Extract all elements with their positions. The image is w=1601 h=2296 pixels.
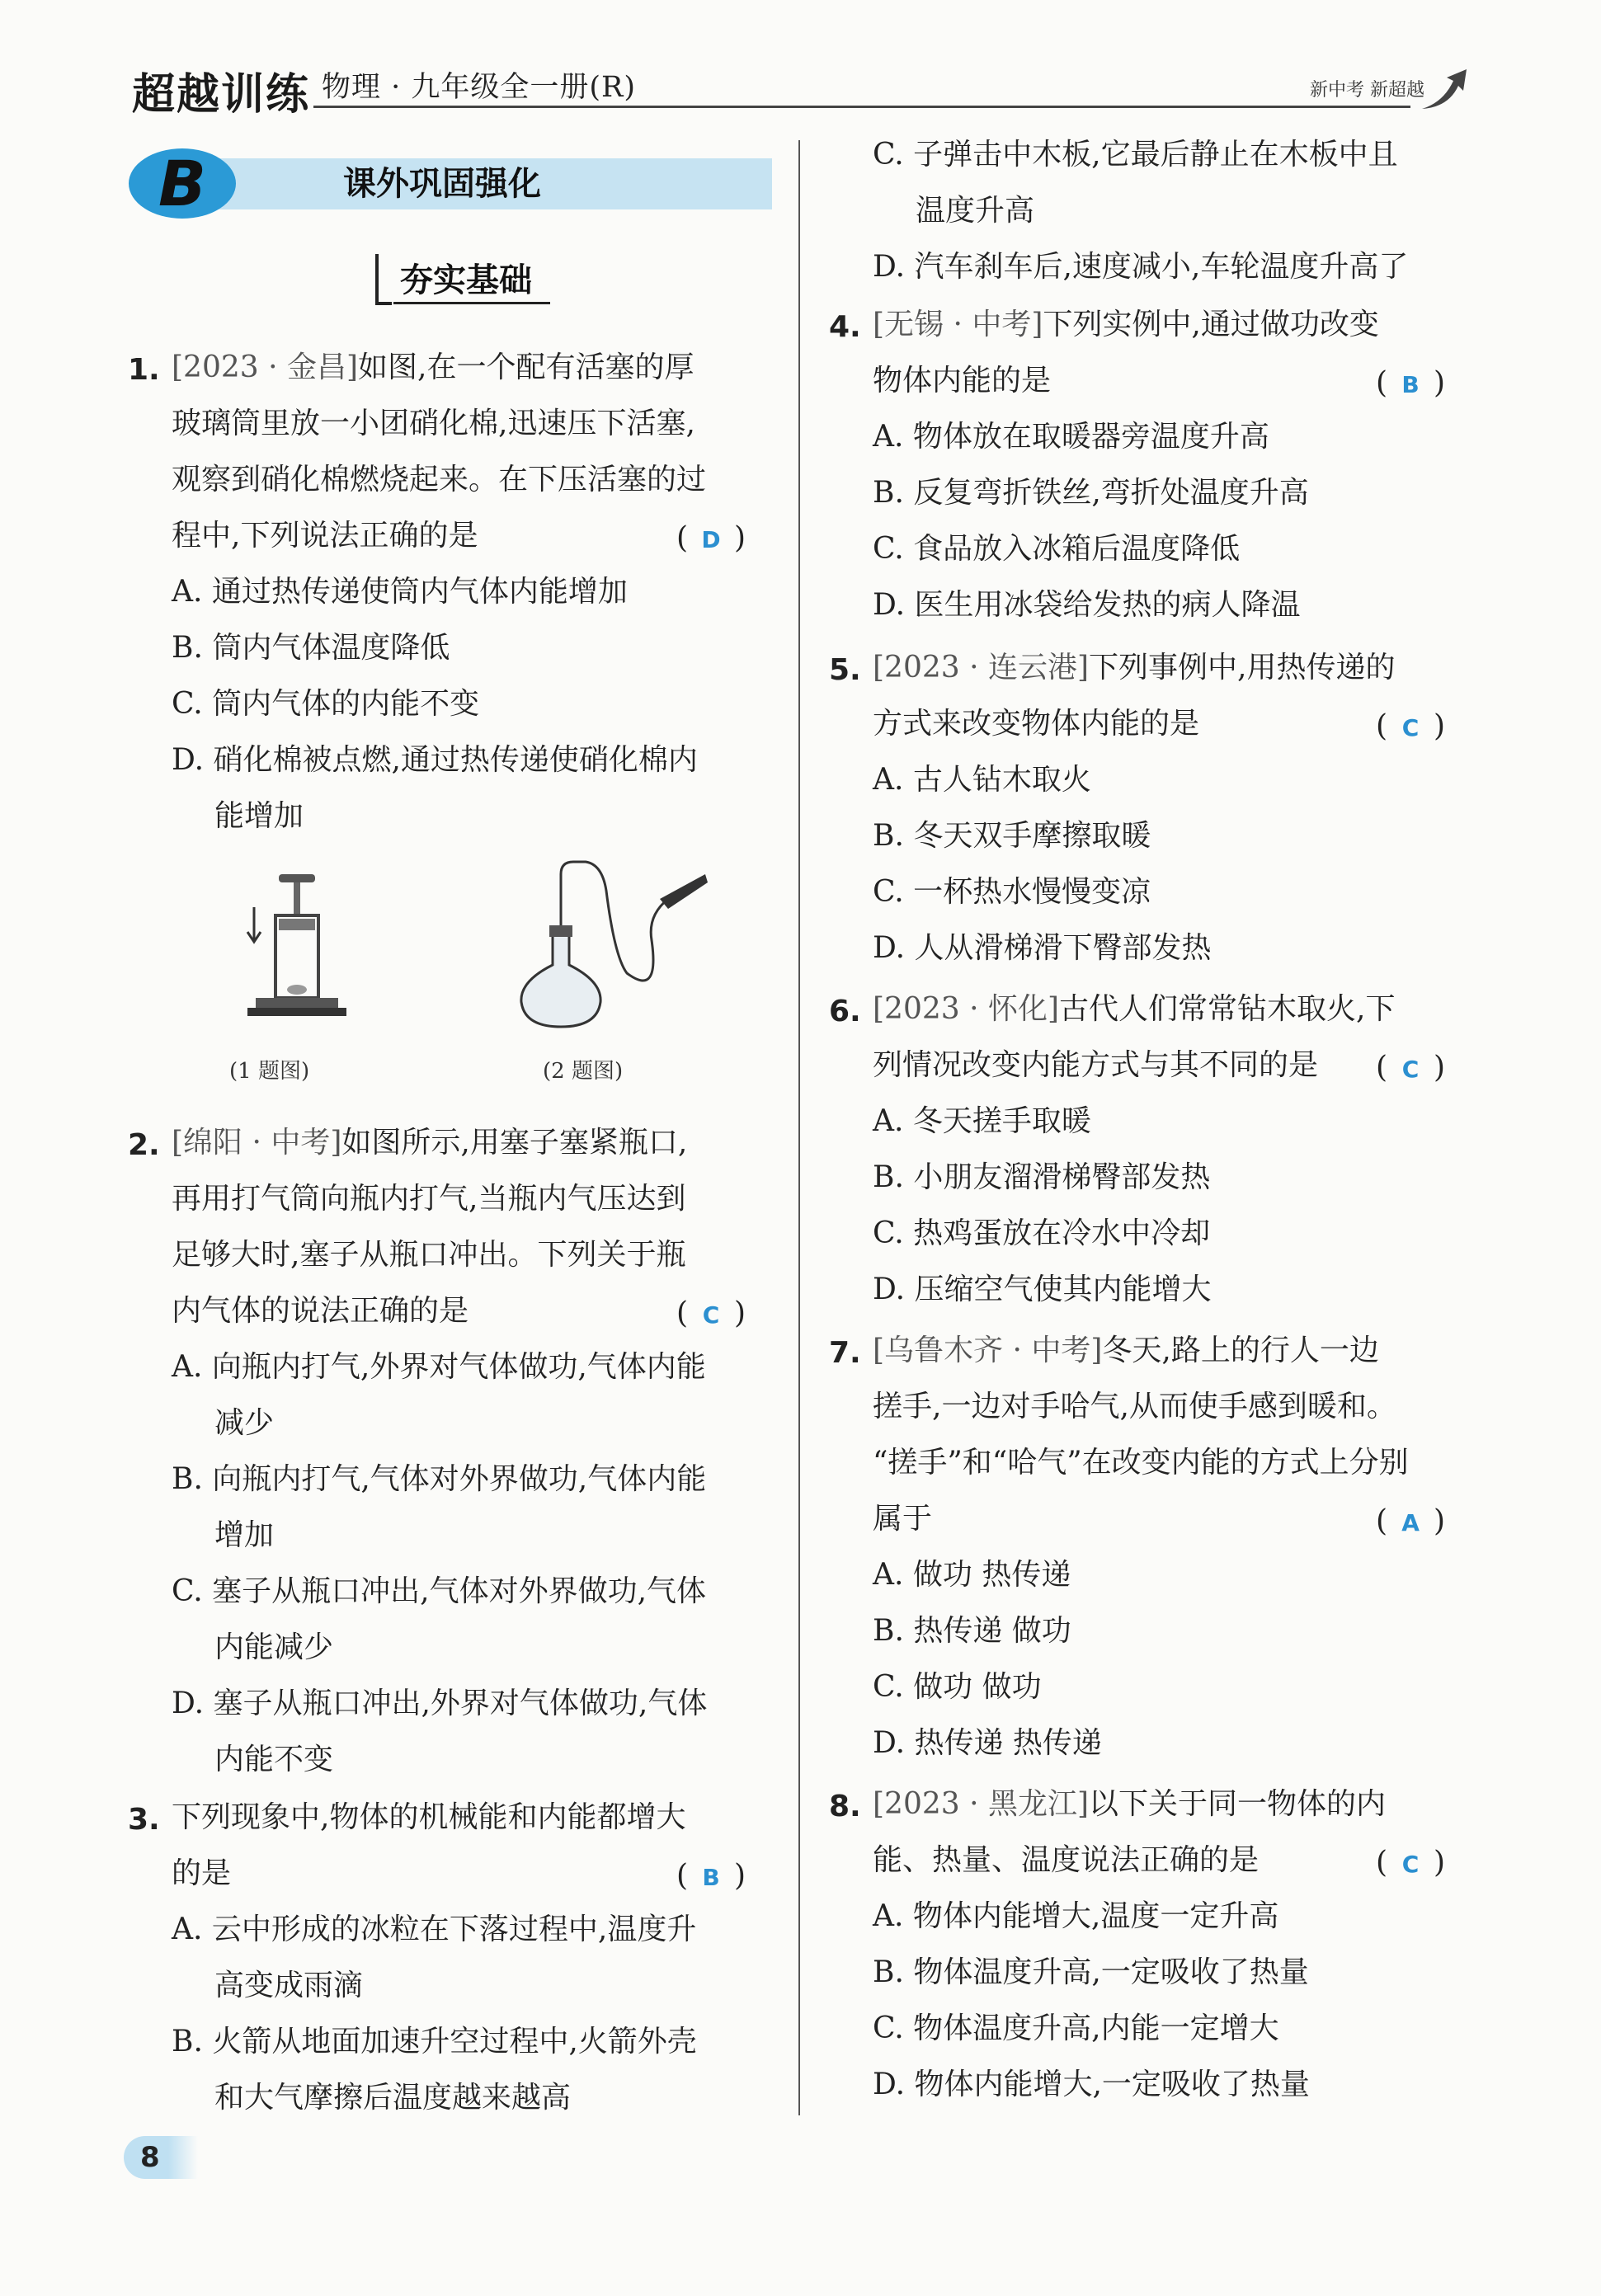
option: D. 物体内能增大,一定吸收了热量 [873, 2068, 1310, 2101]
question-number: 8. [829, 1790, 861, 1823]
question-source: [2023 · 怀化] [873, 992, 1060, 1026]
question-number: 5. [829, 653, 861, 687]
answer-blank: ( D ) [676, 521, 746, 555]
question-source: [无锡 · 中考] [873, 308, 1043, 341]
question-stem-line: 物体内能的是 [873, 364, 1052, 398]
option: B. 火箭从地面加速升空过程中,火箭外壳 [172, 2025, 697, 2058]
answer-value: B [702, 1864, 720, 1891]
question-stem-line: 能、热量、温度说法正确的是 [873, 1843, 1260, 1877]
question-stem-line: [2023 · 怀化]古代人们常常钻木取火,下 [873, 992, 1396, 1026]
question-stem-line: [2023 · 金昌]如图,在一个配有活塞的厚 [172, 351, 695, 384]
question-stem-line: 内气体的说法正确的是 [172, 1294, 469, 1328]
answer-blank: ( A ) [1376, 1504, 1446, 1538]
question-stem-line: 属于 [873, 1502, 933, 1536]
question-stem-line: 下列现象中,物体的机械能和内能都增大 [172, 1800, 686, 1834]
question-stem-line: [乌鲁木齐 · 中考]冬天,路上的行人一边 [873, 1334, 1379, 1367]
option: D. 汽车刹车后,速度减小,车轮温度升高了 [873, 250, 1409, 284]
answer-blank: ( B ) [676, 1859, 746, 1893]
question-source: [2023 · 金昌] [172, 351, 359, 384]
answer-value: C [702, 1301, 720, 1329]
option: 和大气摩擦后温度越来越高 [214, 2081, 572, 2115]
option: B. 热传递 做功 [873, 1614, 1071, 1648]
option: C. 一杯热水慢慢变凉 [873, 875, 1151, 909]
heading-underline [393, 302, 550, 304]
option: A. 向瓶内打气,外界对气体做功,气体内能 [172, 1350, 706, 1384]
page-number-badge [124, 2136, 198, 2179]
answer-value: C [1401, 714, 1420, 741]
page-number: 8 [140, 2141, 160, 2174]
question-stem-line: 方式来改变物体内能的是 [873, 707, 1200, 741]
question-source: [2023 · 连云港] [873, 651, 1090, 685]
book-title: 物理 · 九年级全一册(R) [322, 71, 637, 104]
question-stem-line: 玻璃筒里放一小团硝化棉,迅速压下活塞, [172, 407, 695, 440]
question-stem-line: 观察到硝化棉燃烧起来。在下压活塞的过 [172, 463, 707, 496]
section-banner [129, 148, 772, 219]
question-number: 1. [128, 353, 160, 387]
subsection-heading [375, 249, 557, 307]
option: 内能减少 [214, 1630, 334, 1664]
arrow-icon [1420, 66, 1470, 115]
figure-caption: (1 题图) [229, 1059, 310, 1084]
answer-value: D [701, 526, 721, 553]
question-source: [乌鲁木齐 · 中考] [873, 1334, 1103, 1367]
answer-blank: ( B ) [1376, 366, 1446, 400]
question-stem-line: 程中,下列说法正确的是 [172, 519, 478, 553]
option: C. 物体温度升高,内能一定增大 [873, 2011, 1279, 2045]
section-title: 课外巩固强化 [343, 165, 541, 203]
question-source: [绵阳 · 中考] [172, 1126, 342, 1160]
question-number: 3. [128, 1803, 160, 1837]
piston-apparatus-figure [239, 874, 355, 1023]
answer-blank: ( C ) [1376, 1846, 1446, 1880]
answer-value: C [1401, 1851, 1420, 1878]
option: C. 热鸡蛋放在冷水中冷却 [873, 1216, 1211, 1250]
subsection-title: 夯实基础 [400, 261, 532, 299]
question-number: 4. [829, 310, 861, 344]
option: A. 物体放在取暖器旁温度升高 [873, 420, 1269, 454]
option: D. 医生用冰袋给发热的病人降温 [873, 588, 1301, 622]
option: C. 食品放入冰箱后温度降低 [873, 532, 1241, 566]
answer-blank: ( C ) [1376, 1051, 1446, 1084]
option: B. 物体温度升高,一定吸收了热量 [873, 1955, 1309, 1989]
option: C. 筒内气体的内能不变 [172, 687, 480, 721]
column-divider [798, 140, 800, 2115]
option: A. 古人钻木取火 [873, 763, 1091, 797]
question-stem-line: 足够大时,塞子从瓶口冲出。下列关于瓶 [172, 1238, 686, 1272]
question-stem-line: [2023 · 黑龙江]以下关于同一物体的内 [873, 1787, 1387, 1821]
option: A. 物体内能增大,温度一定升高 [873, 1899, 1279, 1933]
option: 增加 [214, 1518, 275, 1552]
header-slogan: 新中考 新超越 [1310, 80, 1424, 101]
option: 能增加 [214, 799, 304, 833]
section-badge: B [129, 148, 236, 219]
answer-value: A [1401, 1509, 1420, 1536]
question-number: 2. [128, 1128, 160, 1162]
option: A. 做功 热传递 [873, 1558, 1071, 1592]
question-number: 7. [829, 1336, 861, 1370]
question-stem-line: 列情况改变内能方式与其不同的是 [873, 1048, 1319, 1082]
option: D. 热传递 热传递 [873, 1726, 1102, 1760]
option: D. 硝化棉被点燃,通过热传递使硝化棉内 [172, 743, 698, 777]
option: D. 压缩空气使其内能增大 [873, 1273, 1212, 1306]
heading-bracket [375, 254, 392, 305]
option: B. 小朋友溜滑梯臀部发热 [873, 1160, 1211, 1194]
option: 高变成雨滴 [214, 1969, 364, 2002]
answer-value: C [1401, 1056, 1420, 1083]
option: D. 人从滑梯滑下臀部发热 [873, 931, 1212, 965]
option: C. 子弹击中木板,它最后静止在木板中且 [873, 138, 1398, 172]
question-number: 6. [829, 995, 861, 1028]
question-stem-line: 再用打气筒向瓶内打气,当瓶内气压达到 [172, 1182, 686, 1216]
flask-pump-figure [462, 858, 709, 1031]
question-stem-line: “搓手”和“哈气”在改变内能的方式上分别 [873, 1446, 1409, 1480]
brand-title: 超越训练 [132, 70, 311, 120]
answer-blank: ( C ) [676, 1296, 746, 1330]
question-source: [2023 · 黑龙江] [873, 1787, 1090, 1821]
option: B. 筒内气体温度降低 [172, 631, 450, 665]
answer-value: B [1401, 371, 1420, 398]
option: C. 塞子从瓶口冲出,气体对外界做功,气体 [172, 1574, 707, 1608]
option: B. 冬天双手摩擦取暖 [873, 819, 1151, 853]
option: A. 冬天搓手取暖 [873, 1104, 1091, 1138]
option: B. 向瓶内打气,气体对外界做功,气体内能 [172, 1462, 707, 1496]
question-stem-line: [绵阳 · 中考]如图所示,用塞子塞紧瓶口, [172, 1126, 688, 1160]
option: A. 云中形成的冰粒在下落过程中,温度升 [172, 1913, 697, 1946]
question-stem-line: 搓手,一边对手哈气,从而使手感到暖和。 [873, 1390, 1396, 1423]
question-stem-line: 的是 [172, 1856, 232, 1890]
figure-caption: (2 题图) [543, 1059, 624, 1084]
answer-blank: ( C ) [1376, 709, 1446, 743]
question-stem-line: [2023 · 连云港]下列事例中,用热传递的 [873, 651, 1396, 685]
option: A. 通过热传递使筒内气体内能增加 [172, 575, 628, 609]
option: B. 反复弯折铁丝,弯折处温度升高 [873, 476, 1309, 510]
option: 内能不变 [214, 1743, 334, 1776]
page-header [0, 0, 1601, 124]
question-stem-line: [无锡 · 中考]下列实例中,通过做功改变 [873, 308, 1379, 341]
header-rule [313, 106, 1410, 108]
option: C. 做功 做功 [873, 1670, 1042, 1704]
option: 温度升高 [916, 194, 1035, 228]
option: D. 塞子从瓶口冲出,外界对气体做功,气体 [172, 1687, 708, 1720]
option: 减少 [214, 1406, 275, 1440]
